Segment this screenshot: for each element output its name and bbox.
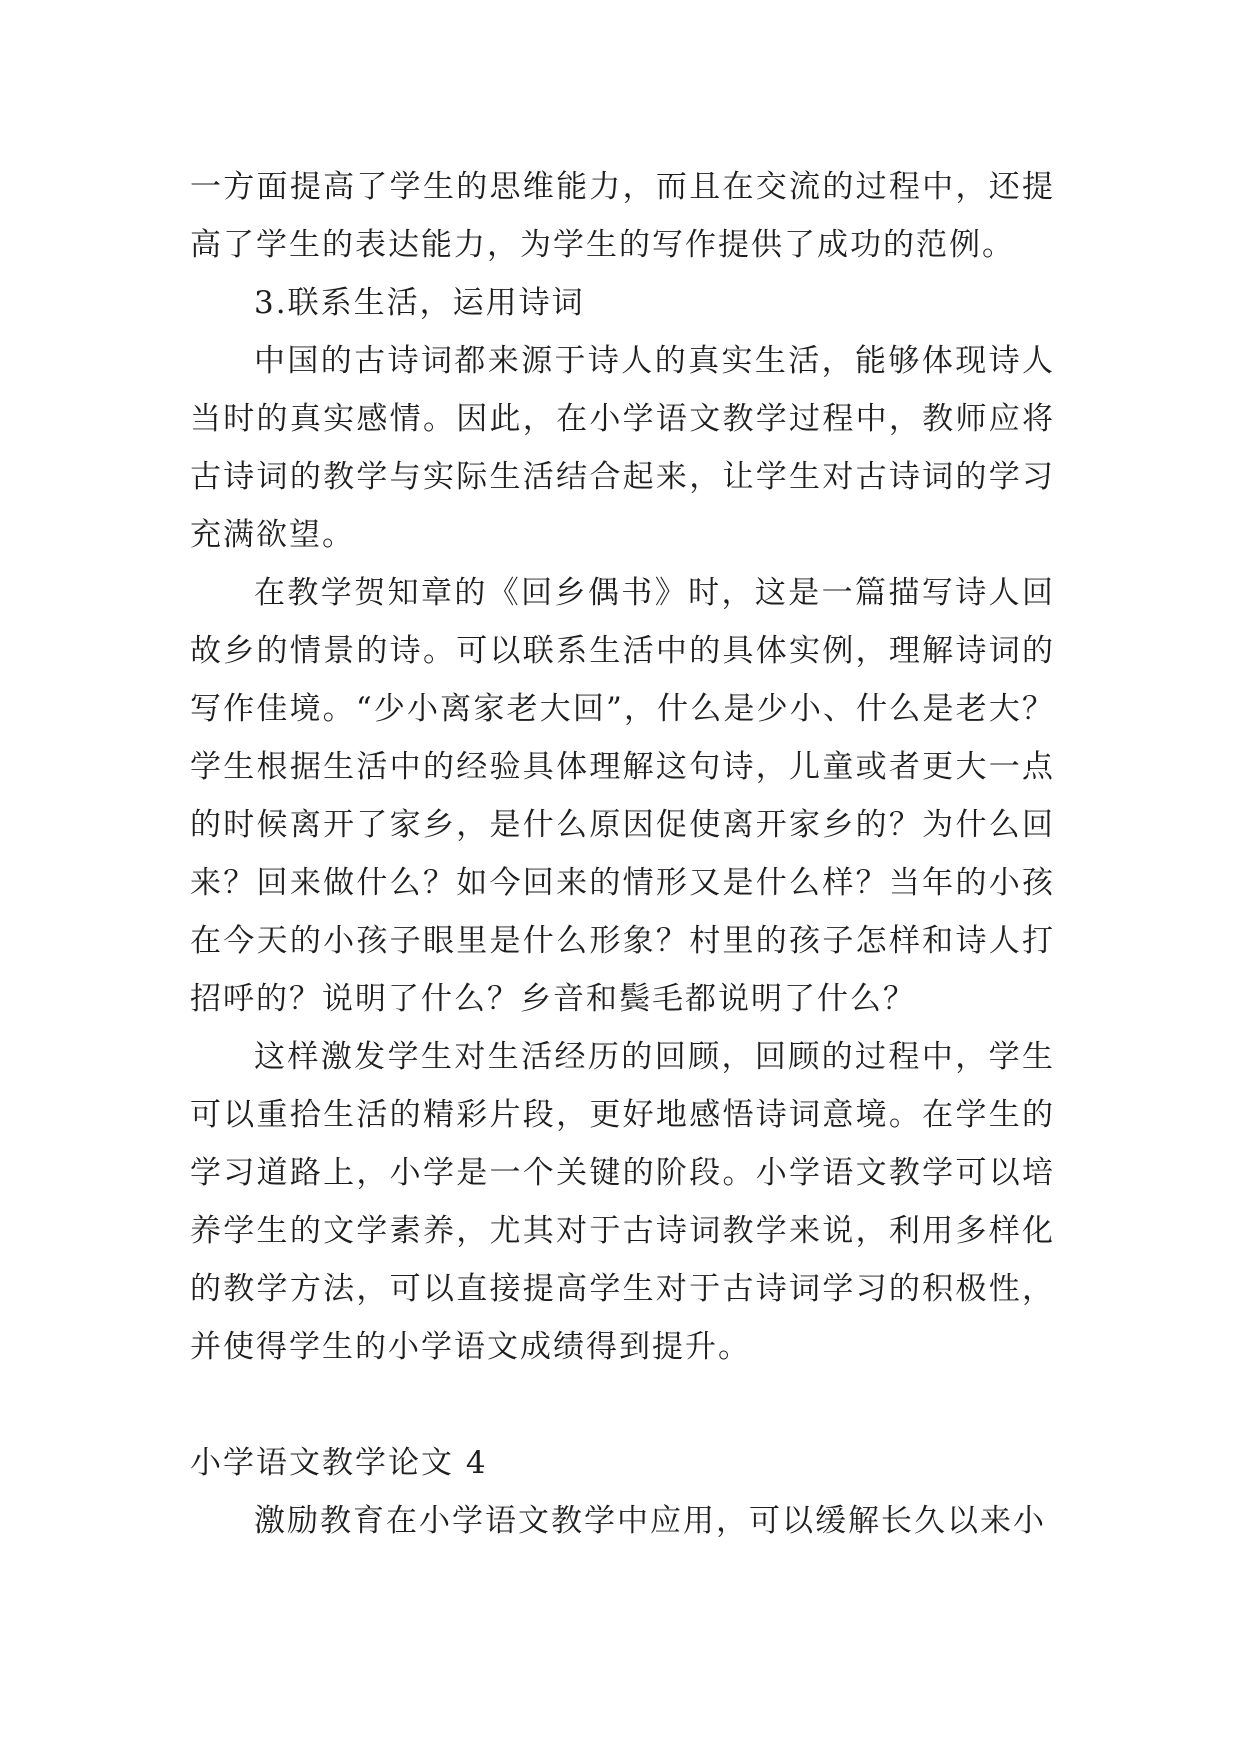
paragraph: 这样激发学生对生活经历的回顾，回顾的过程中，学生可以重拾生活的精彩片段，更好地感悟诗词意境。在学生的学习道路上，小学是一个关键的阶段。小学语文教学可以培养学生的文学素养，尤其对于古诗词教学来说，利用多样化的教学方法，可以直接提高学生对于古诗词学习的积极性，并使得学生的小学语文成绩得到提升。 (190, 1039, 1055, 1365)
subsection-heading: 3.联系生活，运用诗词 (254, 285, 585, 321)
paragraph: 激励教育在小学语文教学中应用，可以缓解长久以来小 (254, 1503, 1046, 1539)
paragraph-continuation: 一方面提高了学生的思维能力，而且在交流的过程中，还提高了学生的表达能力，为学生的写作提供了成功的范例。 (190, 169, 1055, 263)
paragraph: 中国的古诗词都来源于诗人的真实生活，能够体现诗人当时的真实感情。因此，在小学语文教学过程中，教师应将古诗词的教学与实际生活结合起来，让学生对古诗词的学习充满欲望。 (190, 343, 1055, 553)
document-body (190, 158, 1055, 1550)
paragraph: 在教学贺知章的《回乡偶书》时，这是一篇描写诗人回故乡的情景的诗。可以联系生活中的具体实例，理解诗词的写作佳境。“少小离家老大回”，什么是少小、什么是老大？学生根据生活中的经验具体理解这句诗，儿童或者更大一点的时候离开了家乡，是什么原因促使离开家乡的？为什么回来？回来做什么？如今回来的情形又是什么样？当年的小孩在今天的小孩子眼里是什么形象？村里的孩子怎样和诗人打招呼的？说明了什么？乡音和鬓毛都说明了什么？ (190, 575, 1055, 1017)
section-title: 小学语文教学论文 4 (190, 1445, 488, 1481)
